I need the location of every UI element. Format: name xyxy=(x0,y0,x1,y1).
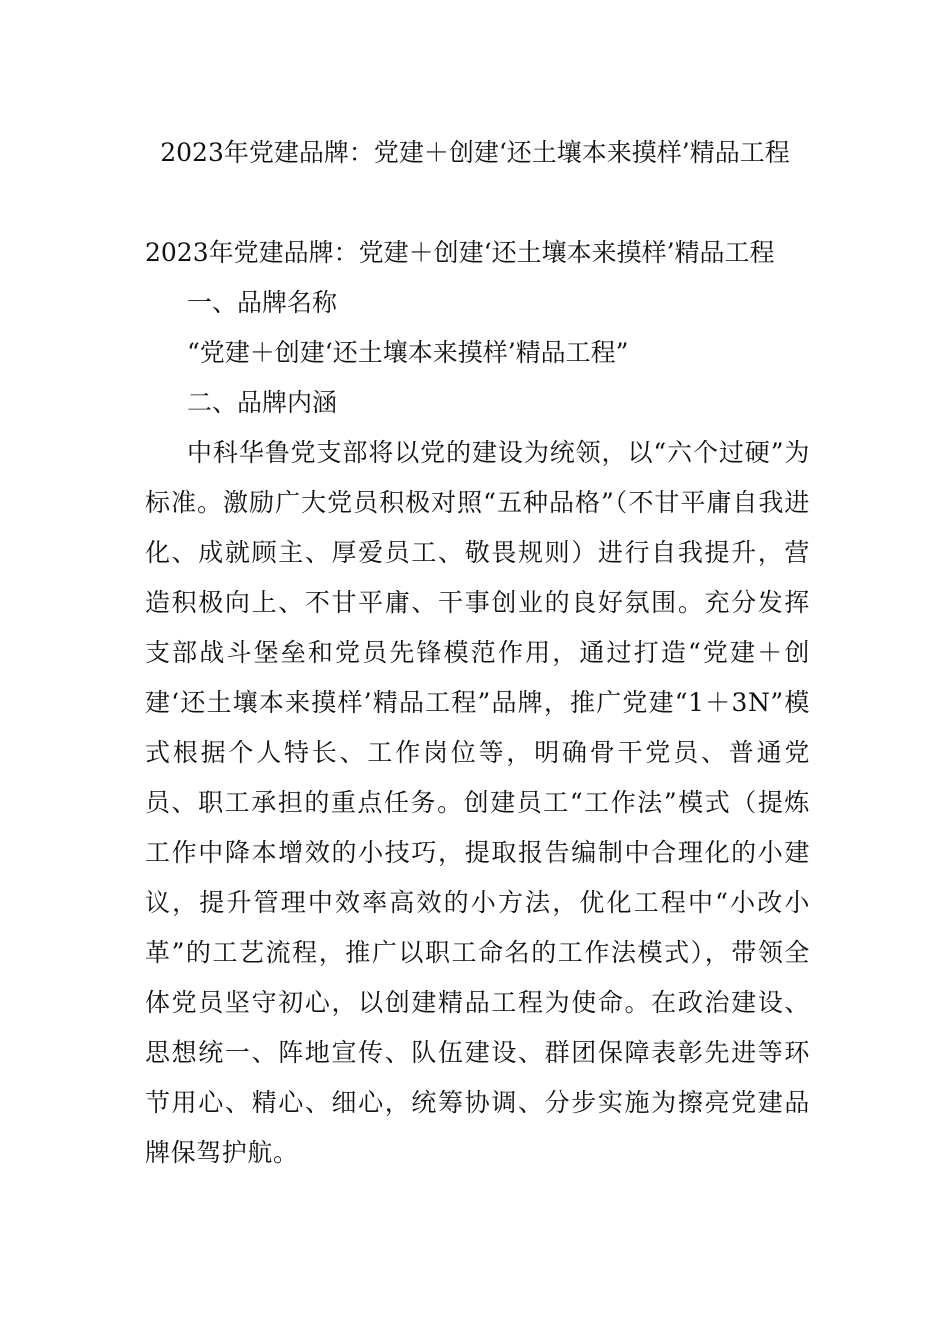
document-subtitle: 2023年党建品牌：党建＋创建‘还土壤本来摸样’精品工程 xyxy=(145,238,775,267)
document-body xyxy=(145,228,810,1178)
brand-connotation-paragraph: 中科华鲁党支部将以党的建设为统领，以“六个过硬”为标准。激励广大党员积极对照“五种品格”（不甘平庸自我进化、成就顾主、厚爱员工、敬畏规则）进行自我提升，营造积极向上、不甘平庸、干事创业的良好氛围。充分发挥支部战斗堡垒和党员先锋模范作用，通过打造“党建＋创建‘还土壤本来摸样’精品工程”品牌，推广党建“1＋3N”模式根据个人特长、工作岗位等，明确骨干党员、普通党员、职工承担的重点任务。创建员工“工作法”模式（提炼工作中降本增效的小技巧，提取报告编制中合理化的小建议，提升管理中效率高效的小方法，优化工程中“小改小革”的工艺流程，推广以职工命名的工作法模式），带领全体党员坚守初心，以创建精品工程为使命。在政治建设、思想统一、阵地宣传、队伍建设、群团保障表彰先进等环节用心、精心、细心，统筹协调、分步实施为擦亮党建品牌保驾护航。 xyxy=(145,438,810,1167)
section-heading-brand-name: 一、品牌名称 xyxy=(187,288,338,317)
section-heading-brand-connotation: 二、品牌内涵 xyxy=(187,388,338,417)
document-title: 2023年党建品牌：党建＋创建‘还土壤本来摸样’精品工程 xyxy=(160,138,790,167)
brand-name-text: “党建＋创建‘还土壤本来摸样’精品工程” xyxy=(187,338,629,367)
